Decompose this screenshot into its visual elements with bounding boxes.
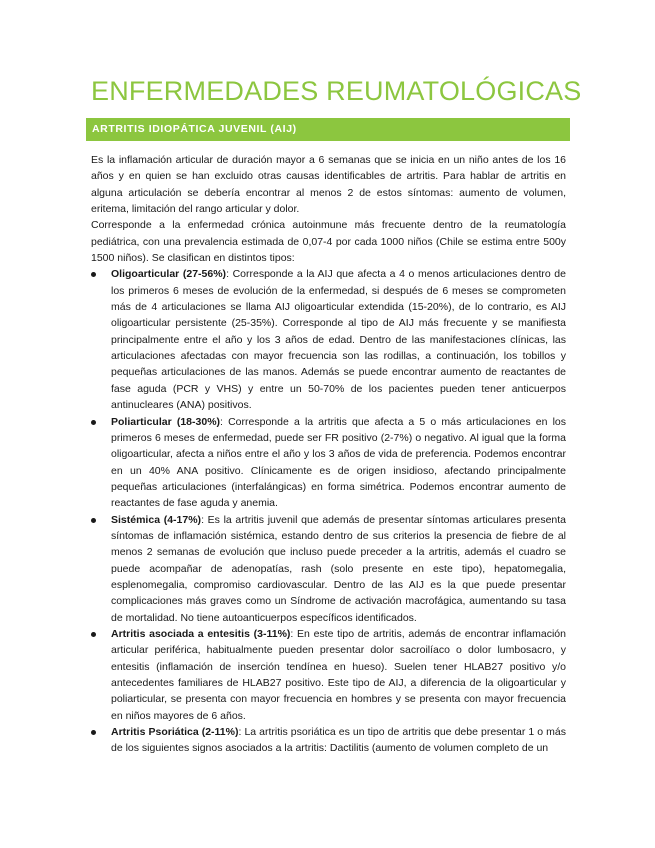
section-heading-bar: ARTRITIS IDIOPÁTICA JUVENIL (AIJ) — [86, 118, 570, 141]
bullet-icon — [91, 518, 96, 523]
type-description: : La artritis psoriática es un tipo de artritis que debe presentar 1 o más de los siguientes signos asociados a la artritis: Dactilitis (aumento de volumen completo de un — [111, 726, 566, 755]
type-term: Poliarticular (18-30%) — [111, 415, 221, 428]
list-item — [91, 512, 566, 626]
intro-paragraph: Es la inflamación articular de duración mayor a 6 semanas que se inicia en un niño antes de los 16 años y en quien se han excluido otras causas identificables de artritis. Para hablar de artritis en alguna articulación se debería encontrar al menos 2 de estos síntomas: aumento de volumen, eritema, limitación del rango articular y dolor. — [91, 154, 566, 216]
type-description: : En este tipo de artritis, además de encontrar inflamación articular periférica, habitualmente pueden presentar dolor sacroilíaco o dolor lumbosacro, y entesitis (inflamación de inserción tendínea en hueso). Suelen tener HLAB27 positivo y/o antecedentes familiares de HLAB27 positivo. Este tipo de AIJ, a diferencia de la oligoarticular y poliarticular, se presenta con mayor frecuencia en hombres y se presenta con mayor frecuencia en niños mayores de 6 años. — [111, 627, 566, 722]
bullet-icon — [91, 420, 96, 425]
type-description: : Es la artritis juvenil que además de presentar síntomas articulares presenta síntomas de inflamación sistémica, estando dentro de sus criterios la presencia de fiebre de al menos 2 semanas de evolución que incluso puede preceder a la artritis, además el cuadro se puede acompañar de adenopatías, rash (solo presente en este tipo), hepatomegalia, esplenomegalia, compromiso cardiovascular. Dentro de las AIJ es la que puede presentar complicaciones más graves como un Síndrome de activación macrofágica, aumentando su tasa de mortalidad. No tiene autoanticuerpos específicos identificados. — [111, 513, 567, 624]
type-term: Sistémica (4-17%) — [111, 513, 202, 526]
bullet-icon — [91, 730, 96, 735]
intro-paragraph: Corresponde a la enfermedad crónica autoinmune más frecuente dentro de la reumatología pediátrica, con una prevalencia estimada de 0,07-4 por cada 1000 niños (Chile se estima entre 500y 1500 niños). Se clasifican en distintos tipos: — [91, 219, 566, 265]
type-term: Artritis asociada a entesitis (3-11%) — [111, 627, 291, 640]
type-term: Artritis Psoriática (2-11%) — [111, 726, 239, 739]
document-body — [91, 152, 566, 757]
list-item — [91, 266, 566, 413]
bullet-icon — [91, 272, 96, 277]
list-item — [91, 724, 566, 757]
types-list — [91, 266, 566, 756]
type-description: : Corresponde a la artritis que afecta a 5 o más articulaciones en los primeros 6 meses de enfermedad, puede ser FR positivo (2-7%) o negativo. Al igual que la forma oligoarticular, afecta a niños entre el año y los 3 años de vida de preferencia. Podemos encontrar en un 40% ANA positivo. Clínicamente es de origen insidioso, afectando principalmente pequeñas articulaciones (interfalángicas) en forma simétrica. Podemos encontrar aumento de reactantes de fase aguda y anemia. — [111, 415, 566, 510]
type-term: Oligoarticular (27-56%) — [111, 268, 227, 281]
type-description: : Corresponde a la AIJ que afecta a 4 o menos articulaciones dentro de los primeros 6 meses de evolución de la enfermedad, si después de 6 meses se comprometen más de 4 articulaciones se llama AIJ oligoarticular extendida (15-20%), de lo contrario, es AIJ oligoarticular persistente (25-35%). Corresponde al tipo de AIJ más frecuente y se manifiesta principalmente entre el año y los 3 años de edad. Dentro de las manifestaciones clínicas, las articulaciones afectadas con mayor frecuencia son las rodillas, a continuación, los tobillos y pequeñas articulaciones de las manos. Además se puede encontrar aumento de reactantes de fase aguda (PCR y VHS) y entre un 50-70% de los pacientes pueden tener anticuerpos antinucleares (ANA) positivos. — [111, 268, 566, 412]
list-item — [91, 626, 566, 724]
bullet-icon — [91, 632, 96, 637]
page-title: ENFERMEDADES REUMATOLÓGICAS — [91, 76, 582, 106]
list-item — [91, 414, 566, 512]
